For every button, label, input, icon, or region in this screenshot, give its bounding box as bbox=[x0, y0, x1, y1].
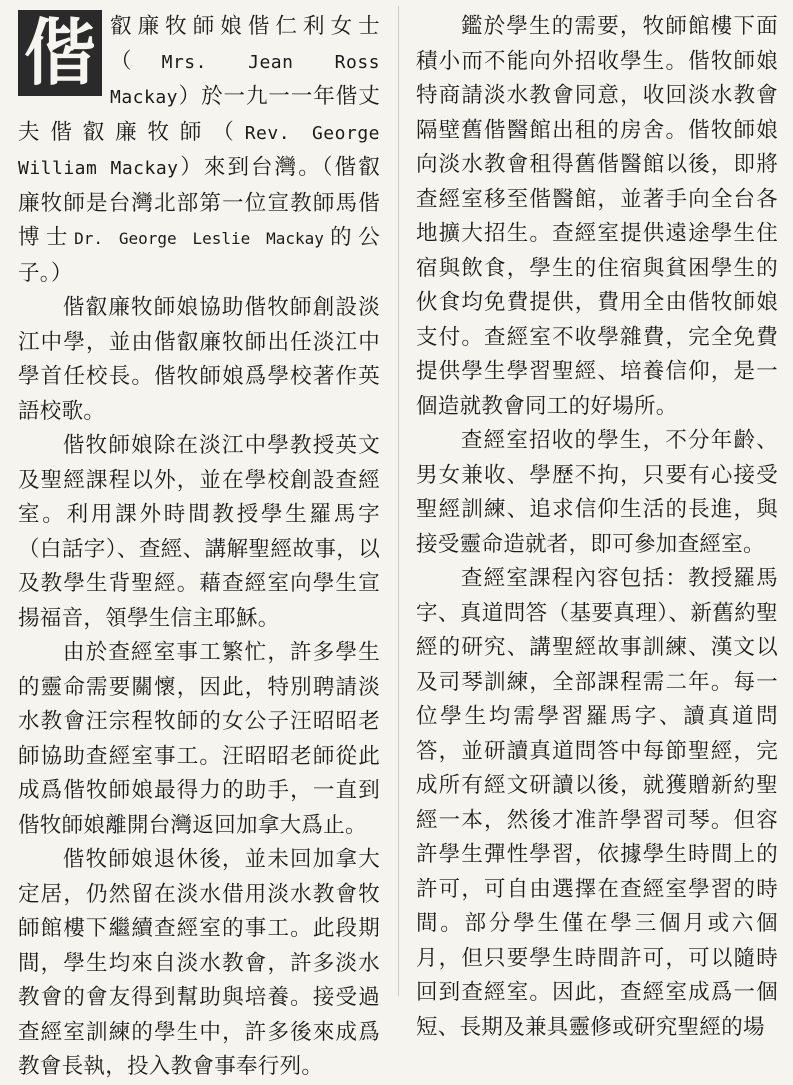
paragraph-4: 由於查經室事工繁忙，許多學生的靈命需要關懷，因此，特別聘請淡水教會汪宗程牧師的女公子汪昭昭老師協助查經室事工。汪昭昭老師從此成爲偕牧師娘最得力的助手，一直到偕牧師娘離開台灣返回加拿大爲止。 bbox=[18, 640, 380, 838]
paragraph-2: 偕叡廉牧師娘協助偕牧師創設淡江中學，並由偕叡廉牧師出任淡江中學首任校長。偕牧師娘爲學校著作英語校歌。 bbox=[18, 295, 380, 424]
drop-cap: 偕 bbox=[18, 10, 102, 96]
paragraph-7: 查經室招收的學生，不分年齡、男女兼收、學歷不拘，只要有心接受聖經訓練、追求信仰生活的長進，與接受靈命造就者，即可參加查經室。 bbox=[416, 428, 778, 557]
paragraph-3: 偕牧師娘除在淡江中學教授英文及聖經課程以外，並在學校創設查經室。利用課外時間教授學生羅馬字（白話字）、查經、講解聖經故事，以及教學生背聖經。藉查經室向學生宣揚福音，領學生信主耶穌。 bbox=[18, 433, 380, 631]
paragraph-6: 鑑於學生的需要，牧師館樓下面積小而不能向外招收學生。偕牧師娘特商請淡水教會同意，收回淡水教會隔壁舊偕醫館出租的房舍。偕牧師娘向淡水教會租得舊偕醫館以後，即將查經室移至偕醫館，並著手向全台各地擴大招生。查經室提供遠途學生住宿與飲食，學生的住宿與貧困學生的伙食均免費提供，費用全由偕牧師娘支付。查經室不收學雜費，完全免費提供學生學習聖經、培養信仰，是一個造就教會同工的好場所。 bbox=[416, 14, 778, 419]
paragraph-5: 偕牧師娘退休後，並未回加拿大定居，仍然留在淡水借用淡水教會牧師館樓下繼續查經室的事工。此段期間，學生均來自淡水教會，許多淡水教會的會友得到幫助與培養。接受過查經室訓練的學生中，許多後來成爲教會長執，投入教會事奉行列。 bbox=[18, 847, 380, 1079]
intro-text-e: ）來到台灣。（偕叡廉牧師是台灣北部第一位宣教師馬偕博士 bbox=[18, 155, 380, 250]
paragraph-intro bbox=[18, 10, 380, 291]
paragraph-8: 查經室課程內容包括：教授羅馬字、真道問答（基要真理）、新舊約聖經的研究、講聖經故事訓練、漢文以及司琴訓練，全部課程需二年。每一位學生均需學習羅馬字、讀真道問答，並研讀真道問答中每節聖經，完成所有經文研讀以後，就獲贈新約聖經一本，然後才准許學習司琴。但容許學生彈性學習，依據學生時間上的許可，可自由選擇在查經室學習的時間。部分學生僅在學三個月或六個月，但只要學生時間許可，可以隨時回到查經室。因此，查經室成爲一個短、長期及兼具靈修或研究聖經的場 bbox=[416, 566, 778, 1040]
column-divider bbox=[398, 6, 399, 996]
intro-text-a: 叡廉牧師娘偕仁利女士（ bbox=[110, 14, 380, 74]
right-column bbox=[416, 10, 778, 1045]
english-name-george-william: Rev. George William Mackay bbox=[18, 122, 380, 179]
intro-text-c: ）於一九一一年偕丈夫偕叡廉牧師（ bbox=[18, 84, 380, 145]
english-name-jean: Mrs. Jean Ross Mackay bbox=[110, 51, 380, 108]
intro-text-g: 的公子。） bbox=[18, 225, 380, 286]
left-column bbox=[18, 10, 380, 1085]
english-name-george-leslie: Dr. George Leslie Mackay bbox=[74, 229, 324, 248]
